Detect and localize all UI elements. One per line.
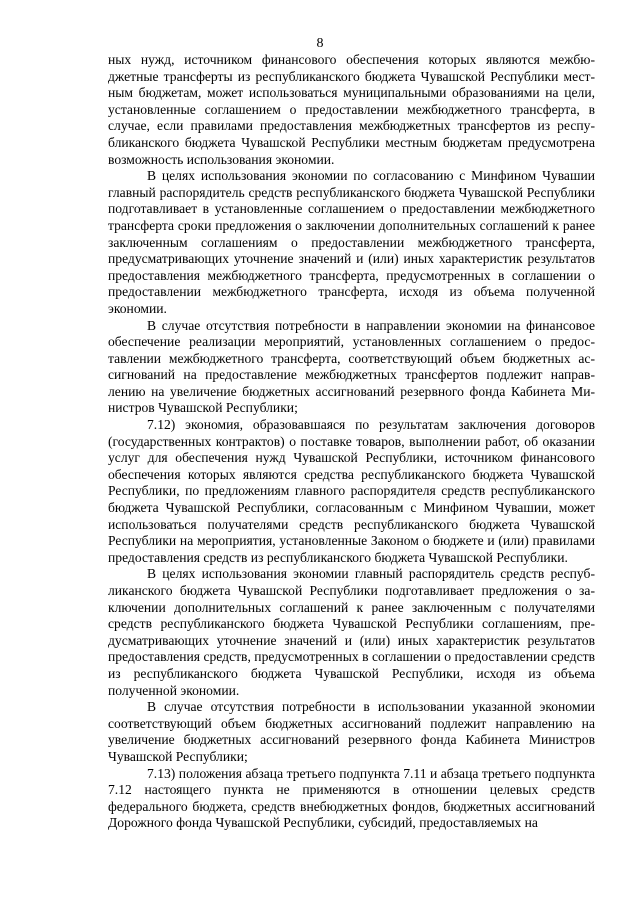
paragraph-economy-agreement: В целях использования экономии по согласованию с Минфином Чувашии главный распорядитель средств республиканского бюджета Чувашской Республики подготавливает в установленные соглашением о предоставлении межбюджетного трансферта сроки предложения о заключении дополнительных соглашений к ранее заключенным соглашениям о предоставлении межбюджетного трансферта, предусматривающих уточнение значений и (или) иных характеристик результатов предоставления межбюджетного трансферта, предусмотренных в соглашении о предоставлении межбюджетного трансферта, исходя из объема полученной экономии. bbox=[108, 168, 595, 316]
paragraph-continuation: ных нужд, источником финансового обеспечения которых являются межбюджетные трансферты из республиканского бюджета Чувашской Республики местным бюджетам, может использоваться муниципальными образованиями на цели, установленные соглашением о предоставлении межбюджетного трансферта, в случае, если правилами предоставления межбюджетных трансфертов из республиканского бюджета Чувашской Республики местным бюджетам предусмотрена возможность использования экономии. bbox=[108, 52, 595, 167]
paragraph-additional-agreements: В целях использования экономии главный распорядитель средств республиканского бюджета Чувашской Республики подготавливает предложения о заключении дополнительных соглашений к ранее заключенным с получателями средств республиканского бюджета Чувашской Республики соглашениям, предусматривающих уточнение значений и (или) иных характеристик результатов предоставления средств, предусмотренных в соглашении о предоставлении средств из республиканского бюджета Чувашской Республики, исходя из объема полученной экономии. bbox=[108, 566, 595, 698]
paragraph-no-need-reserve-fund: В случае отсутствия потребности в направлении экономии на финансовое обеспечение реализации мероприятий, установленных соглашением о предоставлении межбюджетного трансферта, соответствующий объем бюджетных ассигнований на предоставление межбюджетных трансфертов подлежит направлению на увеличение бюджетных ассигнований резервного фонда Кабинета Министров Чувашской Республики; bbox=[108, 317, 595, 416]
document-body bbox=[108, 52, 595, 832]
paragraph-unused-economy: В случае отсутствия потребности в использовании указанной экономии соответствующий объем бюджетных ассигнований подлежит направлению на увеличение бюджетных ассигнований резервного фонда Кабинета Министров Чувашской Республики; bbox=[108, 699, 595, 764]
page-number: 8 bbox=[316, 36, 324, 51]
paragraph-item-7-13: 7.13) положения абзаца третьего подпункта 7.11 и абзаца третьего подпункта 7.12 настоящего пункта не применяются в отношении целевых средств федерального бюджета, средств внебюджетных фондов, бюджетных ассигнований Дорожного фонда Чувашской Республики, субсидий, предоставляемых на bbox=[108, 765, 595, 831]
paragraph-item-7-12: 7.12) экономия, образовавшаяся по результатам заключения договоров (государственных контрактов) о поставке товаров, выполнении работ, об оказании услуг для обеспечения нужд Чувашской Республики, источником финансового обеспечения которых являются средства республиканского бюджета Чувашской Республики, по предложениям главного распорядителя средств республиканского бюджета Чувашской Республики, согласованным с Минфином Чувашии, может использоваться получателями средств республиканского бюджета Чувашской Республики на мероприятия, установленные Законом о бюджете и (или) правилами предоставления средств из республиканского бюджета Чувашской Республики. bbox=[108, 417, 595, 565]
